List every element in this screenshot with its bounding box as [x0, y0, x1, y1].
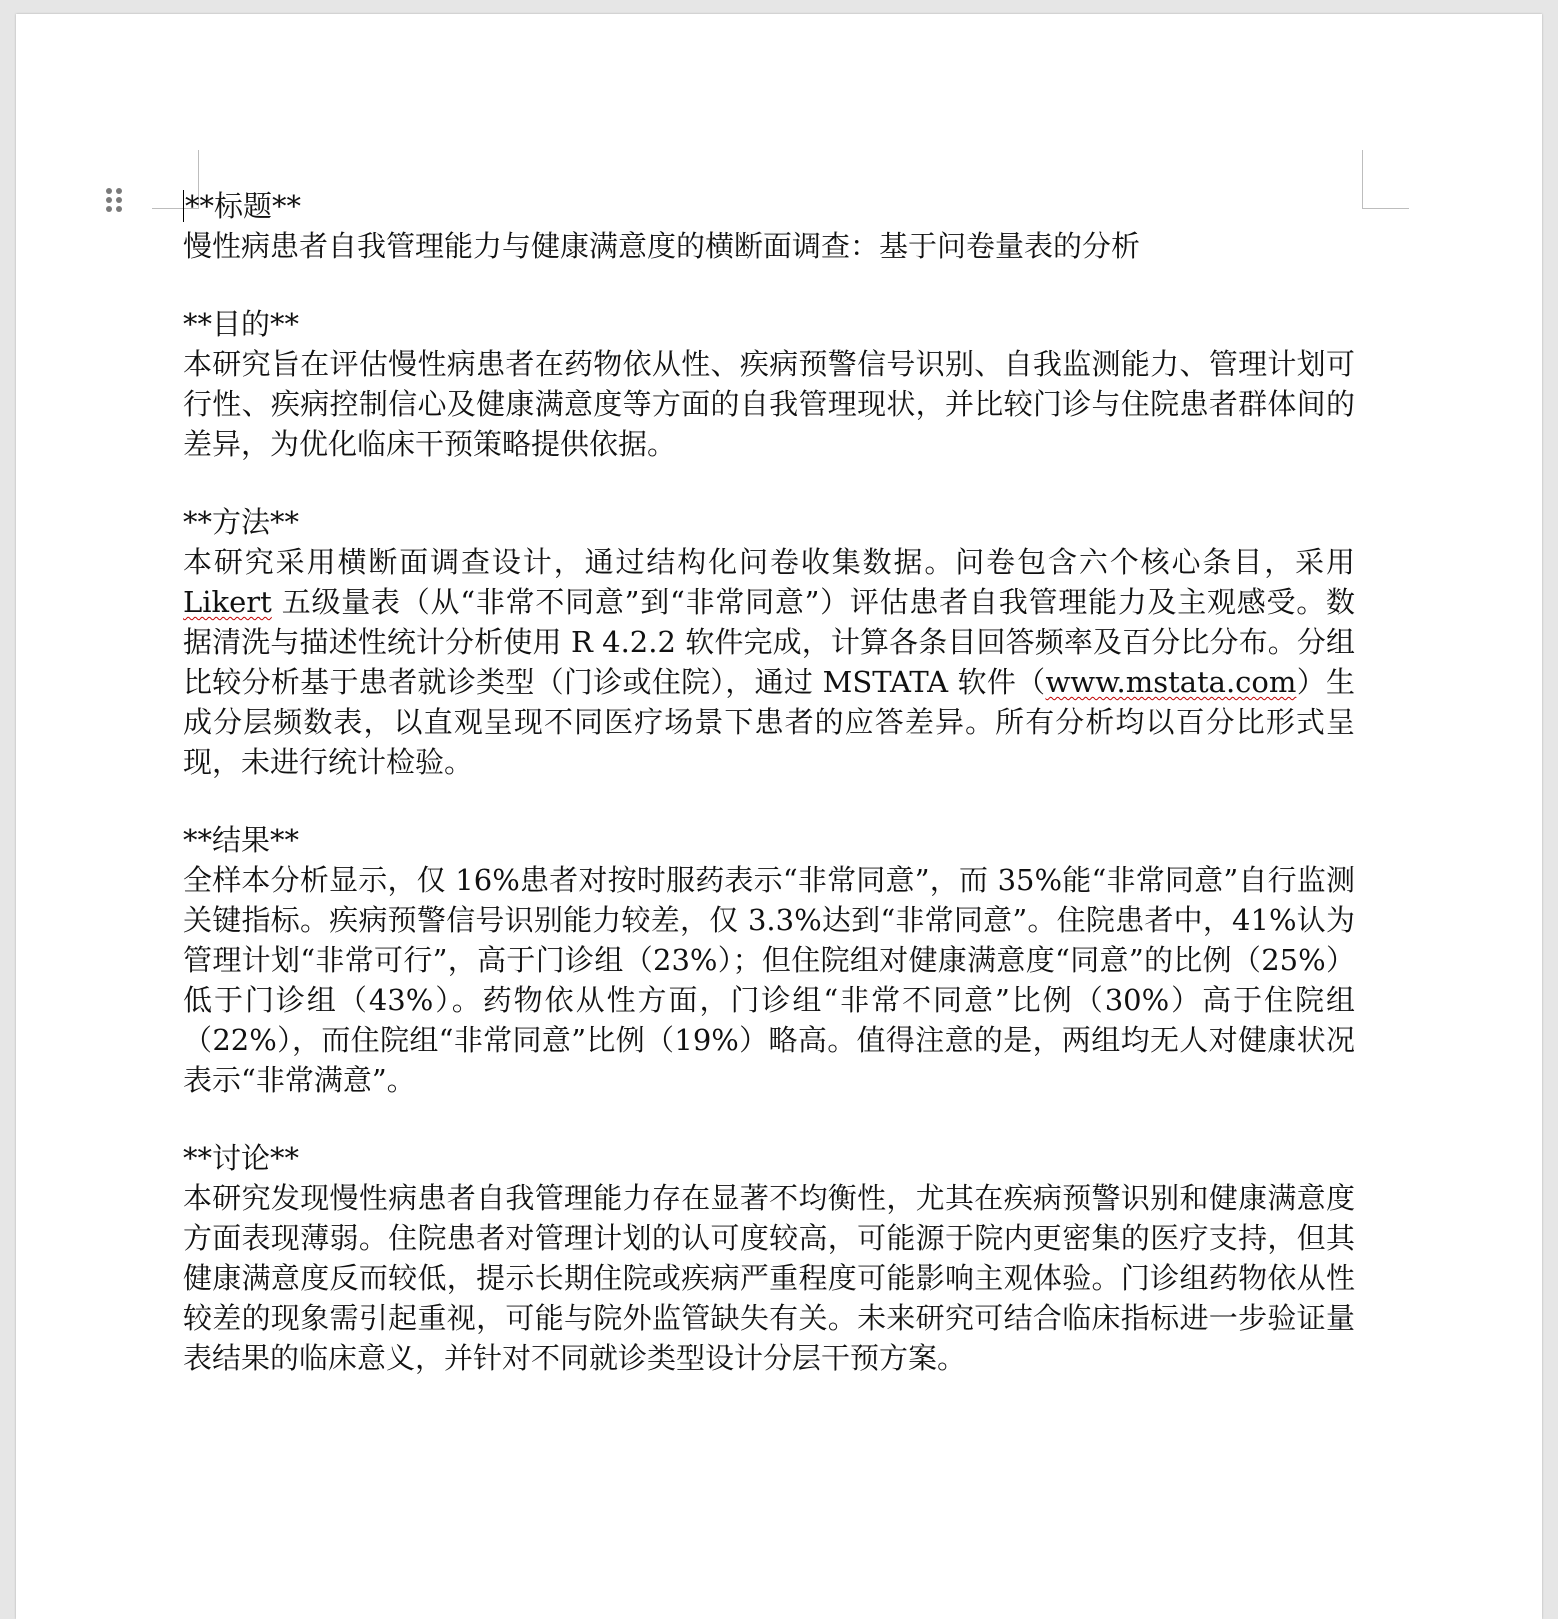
title-heading — [183, 186, 1355, 226]
document-title: 慢性病患者自我管理能力与健康满意度的横断面调查：基于问卷量表的分析 — [183, 229, 1141, 263]
discussion-section — [183, 1138, 1355, 1378]
results-heading: **结果** — [183, 823, 300, 857]
methods-section — [183, 502, 1355, 782]
methods-text-2: 五级量表（从“非常不同意”到“非常同意”）评估患者自我管理能力及主观感受。数据清洗与描述性统计分析使用 R 4.2.2 软件完成，计算各条目回答频率及百分比分布。分组比较分析基于患者就诊类型（门诊或住院），通过 MSTATA 软件（ — [183, 585, 1355, 699]
margin-corner-top-right — [1362, 150, 1409, 209]
methods-paragraph — [183, 542, 1355, 782]
results-section — [183, 820, 1355, 1100]
aim-heading: **目的** — [183, 307, 300, 341]
aim-section — [183, 304, 1355, 464]
spellcheck-url[interactable]: www.mstata.com — [1045, 665, 1297, 699]
methods-text-1: 本研究采用横断面调查设计，通过结构化问卷收集数据。问卷包含六个核心条目，采用 — [183, 545, 1355, 579]
spellcheck-likert[interactable]: Likert — [183, 585, 272, 619]
drag-handle-icon[interactable] — [106, 188, 122, 218]
title-section — [183, 186, 1355, 266]
title-heading-text: **标题** — [185, 189, 302, 223]
methods-heading: **方法** — [183, 505, 300, 539]
discussion-paragraph: 本研究发现慢性病患者自我管理能力存在显著不均衡性，尤其在疾病预警识别和健康满意度方面表现薄弱。住院患者对管理计划的认可度较高，可能源于院内更密集的医疗支持，但其健康满意度反而较低，提示长期住院或疾病严重程度可能影响主观体验。门诊组药物依从性较差的现象需引起重视，可能与院外监管缺失有关。未来研究可结合临床指标进一步验证量表结果的临床意义，并针对不同就诊类型设计分层干预方案。 — [183, 1181, 1355, 1375]
text-cursor — [183, 190, 184, 222]
document-body[interactable] — [183, 186, 1355, 1416]
discussion-heading: **讨论** — [183, 1141, 300, 1175]
methods-text-3: ）生成分层频数表，以直观呈现不同医疗场景下患者的应答差异。所有分析均以百分比形式呈现，未进行统计检验。 — [183, 665, 1355, 779]
aim-paragraph: 本研究旨在评估慢性病患者在药物依从性、疾病预警信号识别、自我监测能力、管理计划可行性、疾病控制信心及健康满意度等方面的自我管理现状，并比较门诊与住院患者群体间的差异，为优化临床干预策略提供依据。 — [183, 347, 1355, 461]
results-paragraph: 全样本分析显示，仅 16%患者对按时服药表示“非常同意”，而 35%能“非常同意”自行监测关键指标。疾病预警信号识别能力较差，仅 3.3%达到“非常同意”。住院患者中，41%认为管理计划“非常可行”，高于门诊组（23%）；但住院组对健康满意度“同意”的比例（25%）低于门诊组（43%）。药物依从性方面，门诊组“非常不同意”比例（30%）高于住院组（22%），而住院组“非常同意”比例（19%）略高。值得注意的是，两组均无人对健康状况表示“非常满意”。 — [183, 863, 1355, 1097]
